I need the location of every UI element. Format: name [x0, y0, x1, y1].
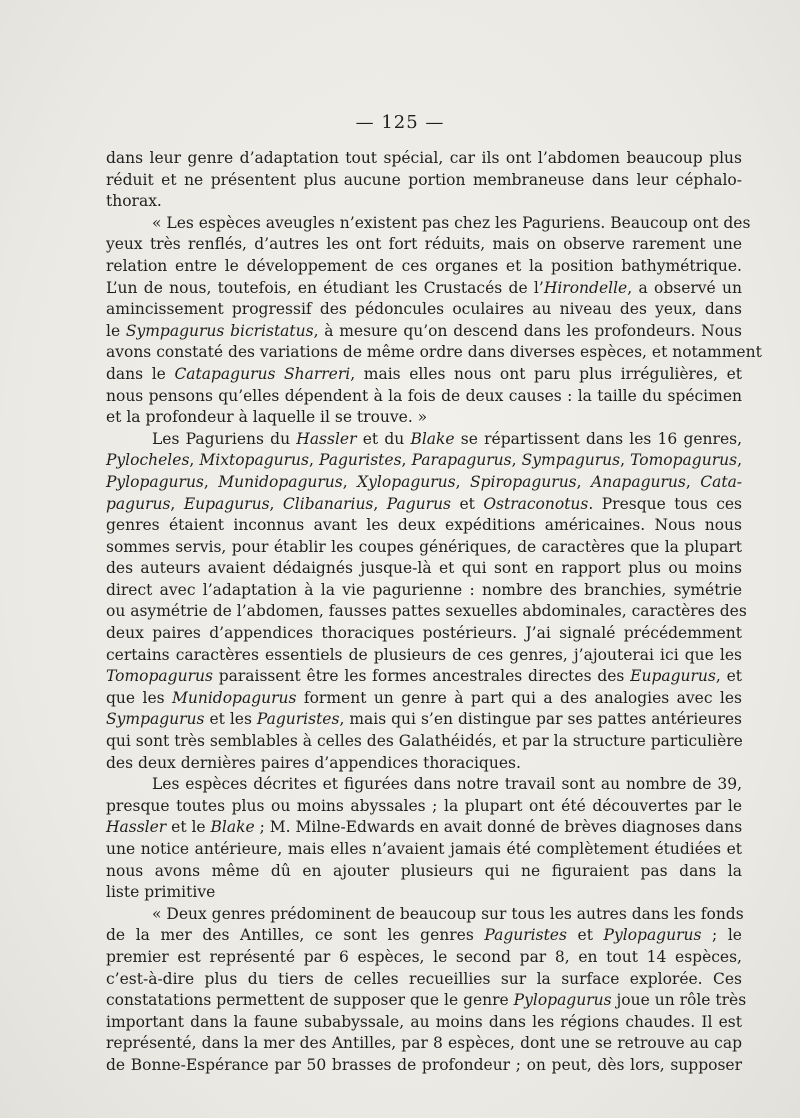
text-line: des deux dernières paires d’appendices thoraciques.	[106, 753, 521, 772]
text-line: Les espèces décrites et figurées dans notre travail sont au nombre de 39,	[152, 775, 742, 794]
text-line: des auteurs avaient dédaignés jusque-là et qui sont en rapport plus ou moins	[106, 559, 742, 578]
text-line: dans le Catapagurus Sharreri, mais elles nous ont paru plus irrégulières, et	[106, 364, 742, 383]
text-line: direct avec l’adaptation à la vie pagurienne : nombre des branchies, symétrie	[106, 580, 742, 599]
text-line: relation entre le développement de ces organes et la position bathymétrique.	[106, 256, 742, 275]
text-line: genres étaient inconnus avant les deux expéditions américaines. Nous nous	[106, 516, 742, 535]
text-line: dans leur genre d’adaptation tout spécial, car ils ont l’abdomen beaucoup plus	[106, 149, 742, 167]
text-line: avons constaté des variations de même ordre dans diverses espèces, et notamment	[106, 343, 762, 362]
text-line: constatations permettent de supposer que le genre Pylopagurus joue un rôle très	[106, 991, 747, 1010]
text-line: c’est-à-dire plus du tiers de celles recueillies sur la surface explorée. Ces	[106, 969, 742, 988]
text-line: de la mer des Antilles, ce sont les genres Paguristes et Pylopagurus ; le	[106, 926, 742, 945]
text-line: liste primitive	[106, 883, 216, 902]
text-line: pagurus, Eupagurus, Clibanarius, Pagurus et Ostraconotus. Presque tous ces	[106, 494, 743, 513]
text-line: nous pensons qu’elles dépendent à la fois de deux causes : la taille du spécimen	[106, 386, 742, 405]
text-line: presque toutes plus ou moins abyssales ; la plupart ont été découvertes par le	[106, 796, 742, 815]
text-line: Sympagurus et les Paguristes, mais qui s’en distingue par ses pattes antérieures	[106, 710, 742, 729]
text-line: Tomopagurus paraissent être les formes ancestrales directes des Eupagurus, et	[106, 667, 742, 686]
text-line: sommes servis, pour établir les coupes génériques, de caractères que la plupart	[106, 537, 742, 556]
text-line: qui sont très semblables à celles des Galathéidés, et par la structure particulière	[106, 732, 743, 751]
text-line: important dans la faune subabyssale, au moins dans les régions chaudes. Il est	[106, 1012, 742, 1031]
text-line: deux paires d’appendices thoraciques postérieurs. J’ai signalé précédemment	[106, 624, 742, 643]
text-line: Hassler et le Blake ; M. Milne-Edwards en avait donné de brèves diagnoses dans	[106, 818, 743, 837]
text-line: certains caractères essentiels de plusieurs de ces genres, j’ajouterai ici que les	[106, 645, 742, 664]
paragraph	[106, 904, 747, 1077]
text-line: amincissement progressif des pédoncules oculaires au niveau des yeux, dans	[106, 300, 742, 319]
text-line: représenté, dans la mer des Antilles, par 8 espèces, dont une se retrouve au cap	[106, 1034, 742, 1053]
text-line: Les Paguriens du Hassler et du Blake se répartissent dans les 16 genres,	[152, 429, 743, 448]
text-line: nous avons même dû en ajouter plusieurs qui ne figuraient pas dans la	[106, 861, 742, 880]
text-line: L’un de nous, toutefois, en étudiant les Crustacés de l’Hirondelle, a observé un	[106, 278, 743, 297]
body-text	[106, 148, 762, 1077]
paragraph	[106, 148, 742, 213]
paragraph	[106, 429, 747, 775]
text-line: yeux très renflés, d’autres les ont fort réduits, mais on observe rarement une	[106, 235, 742, 254]
text-line: réduit et ne présentent plus aucune portion membraneuse dans leur céphalo-	[106, 170, 742, 189]
page-number: — 125 —	[355, 112, 445, 133]
text-line: et la profondeur à laquelle il se trouve. »	[106, 408, 428, 427]
text-line: une notice antérieure, mais elles n’avaient jamais été complètement étudiées et	[106, 840, 742, 858]
text-line: de Bonne-Espérance par 50 brasses de profondeur ; on peut, dès lors, supposer	[106, 1055, 742, 1074]
paragraph	[106, 213, 762, 429]
text-line: Pylocheles, Mixtopagurus, Paguristes, Parapagurus, Sympagurus, Tomopagurus,	[106, 451, 742, 470]
text-line: Pylopagurus, Munidopagurus, Xylopagurus, Spiropagurus, Anapagurus, Cata-	[106, 472, 743, 491]
text-line: que les Munidopagurus forment un genre à part qui a des analogies avec les	[106, 688, 742, 707]
text-line: premier est représenté par 6 espèces, le second par 8, en tout 14 espèces,	[106, 947, 742, 966]
text-line: « Les espèces aveugles n’existent pas chez les Paguriens. Beaucoup ont des	[152, 213, 751, 232]
text-line: le Sympagurus bicristatus, à mesure qu’on descend dans les profondeurs. Nous	[106, 321, 742, 340]
text-line: « Deux genres prédominent de beaucoup sur tous les autres dans les fonds	[152, 904, 744, 923]
text-line: thorax.	[106, 192, 162, 211]
paragraph	[106, 774, 742, 904]
text-line: ou asymétrie de l’abdomen, fausses pattes sexuelles abdominales, caractères des	[106, 602, 747, 621]
